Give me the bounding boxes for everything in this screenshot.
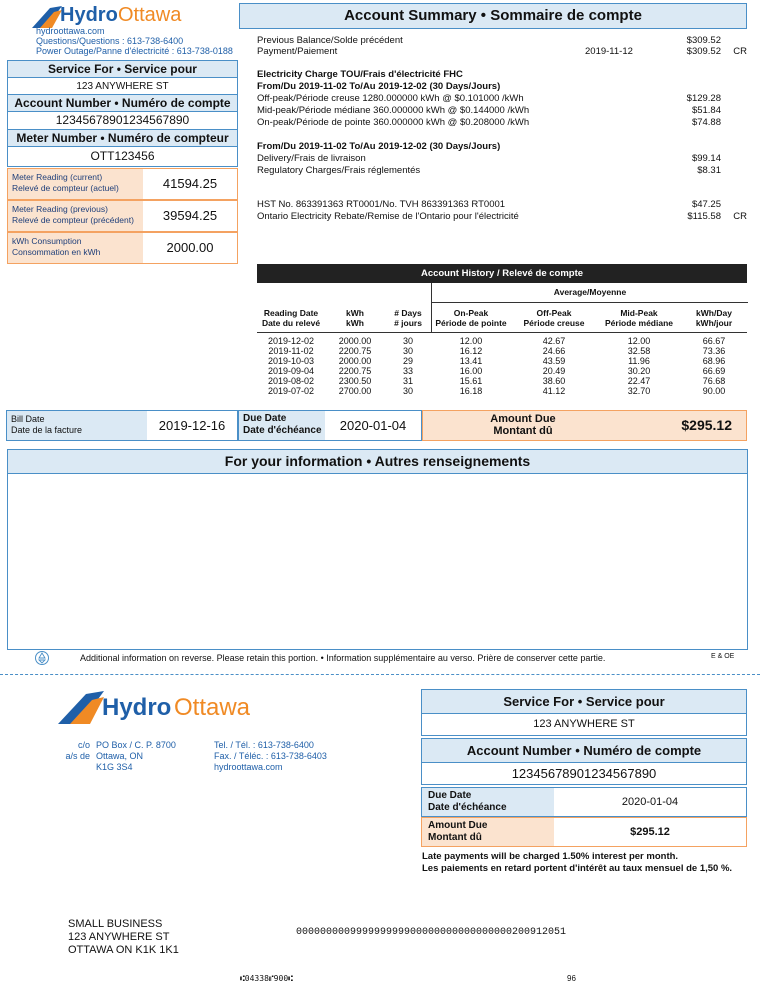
meter-number-label: Meter Number • Numéro de compteur <box>8 130 237 147</box>
col-days-label-fr: # jours <box>394 318 422 328</box>
history-cell-onpeak: 15.61 <box>459 376 483 386</box>
rebate-label: Ontario Electricity Rebate/Remise de l'Ontario pour l'électricité <box>257 211 519 222</box>
hydro-swoosh-icon-large <box>58 688 104 724</box>
history-cell-days: 33 <box>402 366 413 376</box>
bill-date-box <box>6 410 238 441</box>
history-cell-kwh: 2300.50 <box>338 376 372 386</box>
bill-date-label: Bill Date <box>11 414 45 424</box>
recycle-icon <box>34 650 50 666</box>
footer-code: E & OE <box>711 653 735 660</box>
col-kwhday-label-fr: kWh/jour <box>695 318 733 328</box>
meter-current-label-fr: Relevé de compteur (actuel) <box>12 183 119 193</box>
history-cell-kwh-per-day: 76.68 <box>702 376 726 386</box>
meter-current-value: 41594.25 <box>162 176 218 191</box>
due-date-value: 2020-01-04 <box>339 418 407 433</box>
history-cell-offpeak: 38.60 <box>542 376 566 386</box>
delivery-label: Delivery/Frais de livraison <box>257 153 366 164</box>
col-date-label-fr: Date du relevé <box>261 318 321 328</box>
prev-balance-amount: $309.52 <box>686 35 721 46</box>
offpeak-label: Off-peak/Période creuse 1280.000000 kWh @ $0.101000 /kWh <box>257 93 524 104</box>
history-cell-days: 30 <box>402 346 413 356</box>
regulatory-amount: $8.31 <box>697 165 721 176</box>
history-row <box>257 336 747 346</box>
onpeak-amount: $74.88 <box>691 117 721 128</box>
rebate-amount: $115.58 <box>687 211 721 222</box>
stub-logo-ottawa: Ottawa <box>174 694 251 721</box>
hydro-swoosh-icon <box>32 4 62 28</box>
col-kwhday-label: kWh/Day <box>696 308 732 318</box>
stub-service-for-label: Service For • Service pour <box>422 690 746 714</box>
meter-current-label: Meter Reading (current) <box>12 172 103 182</box>
rebate-cr: CR <box>733 211 747 222</box>
history-row <box>257 346 747 356</box>
payment-cr: CR <box>733 46 747 57</box>
stub-due-date-value: 2020-01-04 <box>621 796 679 808</box>
customer-line1: SMALL BUSINESS <box>68 918 163 930</box>
service-for-value: 123 ANYWHERE ST <box>76 81 169 92</box>
history-cell-onpeak: 16.18 <box>459 386 483 396</box>
bill-date-value: 2019-12-16 <box>158 418 226 433</box>
history-cell-onpeak: 13.41 <box>459 356 483 366</box>
meter-number-box <box>7 129 238 167</box>
company-outage: Power Outage/Panne d'électricité : 613-738-0188 <box>36 46 233 56</box>
history-cell-midpeak: 12.00 <box>627 336 651 346</box>
page-code: 96 <box>567 974 576 983</box>
col-midpeak-label-fr: Période médiane <box>604 318 674 328</box>
payment-amount: $309.52 <box>686 46 721 57</box>
onpeak-label: On-peak/Période de pointe 360.000000 kWh @ $0.208000 /kWh <box>257 117 530 128</box>
stub-address-line2: Ottawa, ON <box>96 751 144 761</box>
history-cell-kwh: 2200.75 <box>338 366 372 376</box>
account-history-panel <box>257 264 747 401</box>
customer-address <box>68 918 179 957</box>
meter-previous-value: 39594.25 <box>162 208 218 223</box>
delivery-amount: $99.14 <box>691 153 721 164</box>
amount-due-box <box>422 410 747 441</box>
company-website: hydroottawa.com <box>36 26 105 36</box>
offpeak-amount: $129.28 <box>686 93 721 104</box>
col-onpeak-label: On-Peak <box>453 308 489 318</box>
history-cell-midpeak: 22.47 <box>627 376 651 386</box>
stub-address-label-fr: a/s de <box>65 751 90 761</box>
stub-due-date-box <box>421 787 747 817</box>
account-number-box <box>7 94 238 130</box>
customer-line3: OTTAWA ON K1K 1K1 <box>68 944 179 956</box>
stub-amount-due-label: Amount Due <box>428 820 488 831</box>
history-cell-offpeak: 41.12 <box>542 386 566 396</box>
stub-service-for-value: 123 ANYWHERE ST <box>533 718 635 730</box>
col-offpeak-label: Off-Peak <box>536 308 572 318</box>
history-cell-kwh-per-day: 90.00 <box>702 386 726 396</box>
midpeak-label: Mid-peak/Période médiane 360.000000 kWh @ $0.144000 /kWh <box>257 105 530 116</box>
electricity-heading: Electricity Charge TOU/Frais d'électricité FHC <box>257 69 463 80</box>
history-cell-reading-date: 2019-07-02 <box>267 386 315 396</box>
history-cell-kwh-per-day: 73.36 <box>702 346 726 356</box>
stub-tel: Tel. / Tél. : 613-738-6400 <box>214 740 314 750</box>
history-cell-reading-date: 2019-09-04 <box>267 366 315 376</box>
account-number-label: Account Number • Numéro de compte <box>8 95 237 112</box>
account-number-value: 12345678901234567890 <box>55 113 190 127</box>
history-cell-reading-date: 2019-11-02 <box>268 346 314 356</box>
col-kwh-label-fr: kWh <box>346 318 364 328</box>
stub-address-label: c/o <box>77 740 90 750</box>
scanline: 000000000999999999900000000000000000200912051 <box>296 927 567 938</box>
history-cell-kwh: 2000.00 <box>338 336 372 346</box>
consumption-box <box>7 232 238 264</box>
history-cell-kwh: 2000.00 <box>338 356 372 366</box>
history-cell-midpeak: 32.58 <box>627 346 651 356</box>
consumption-value: 2000.00 <box>166 240 214 255</box>
history-cell-kwh: 2200.75 <box>338 346 372 356</box>
col-date-label: Reading Date <box>263 308 319 318</box>
history-cell-kwh-per-day: 66.69 <box>702 366 726 376</box>
stub-account-label: Account Number • Numéro de compte <box>422 739 746 763</box>
history-cell-offpeak: 24.66 <box>542 346 566 356</box>
company-questions: Questions/Questions : 613-738-6400 <box>36 36 184 46</box>
history-cell-kwh-per-day: 66.67 <box>702 336 726 346</box>
history-row <box>257 386 747 396</box>
stub-amount-due-box <box>421 817 747 847</box>
history-cell-reading-date: 2019-08-02 <box>267 376 315 386</box>
history-cell-offpeak: 43.59 <box>542 356 566 366</box>
prev-balance-label: Previous Balance/Solde précédent <box>257 35 403 46</box>
electricity-period: From/Du 2019-11-02 To/Au 2019-12-02 (30 Days/Jours) <box>257 81 501 92</box>
due-date-box <box>238 410 422 441</box>
history-cell-midpeak: 30.20 <box>627 366 651 376</box>
stub-service-for-box <box>421 689 747 736</box>
history-cell-onpeak: 16.00 <box>459 366 483 376</box>
due-date-label-fr: Date d'échéance <box>243 425 322 436</box>
account-summary-title: Account Summary • Sommaire de compte <box>344 7 642 24</box>
stub-address-line1: PO Box / C. P. 8700 <box>96 740 176 750</box>
meter-previous-label-fr: Relevé de compteur (précédent) <box>12 215 134 225</box>
col-onpeak-label-fr: Période de pointe <box>435 318 507 328</box>
delivery-period: From/Du 2019-11-02 To/Au 2019-12-02 (30 Days/Jours) <box>257 141 501 152</box>
stub-due-date-label-fr: Date d'échéance <box>428 802 507 813</box>
history-cell-kwh: 2700.00 <box>338 386 372 396</box>
col-midpeak-label: Mid-Peak <box>620 308 658 318</box>
history-cell-offpeak: 42.67 <box>542 336 566 346</box>
amount-due-label: Amount Due <box>490 413 556 425</box>
meter-current-box <box>7 168 238 200</box>
history-cell-kwh-per-day: 68.96 <box>702 356 726 366</box>
history-cell-midpeak: 32.70 <box>627 386 651 396</box>
account-history-title: Account History / Relevé de compte <box>257 264 747 283</box>
due-date-label: Due Date <box>243 413 287 424</box>
stub-logo-hydro: Hydro <box>102 694 172 721</box>
meter-number-value: OTT123456 <box>90 149 155 163</box>
late-payment-fr: Les paiements en retard portent d'intérêt au taux mensuel de 1,50 %. <box>422 863 733 874</box>
amount-due-value: $295.12 <box>681 417 732 433</box>
history-cell-onpeak: 16.12 <box>459 346 483 356</box>
stub-logo <box>58 688 278 728</box>
service-for-box <box>7 60 238 96</box>
payment-date: 2019-11-12 <box>585 46 633 57</box>
average-header: Average/Moyenne <box>553 287 627 297</box>
history-cell-offpeak: 20.49 <box>542 366 566 376</box>
history-cell-days: 30 <box>402 336 413 346</box>
history-row <box>257 376 747 386</box>
history-header-table <box>257 308 747 328</box>
customer-line2: 123 ANYWHERE ST <box>68 931 170 943</box>
info-title: For your information • Autres renseignements <box>8 450 747 474</box>
payment-label: Payment/Paiement <box>257 46 338 57</box>
history-table <box>257 336 747 396</box>
account-summary-header <box>239 3 747 29</box>
stub-due-date-label: Due Date <box>428 790 472 801</box>
history-row <box>257 366 747 376</box>
history-cell-onpeak: 12.00 <box>459 336 483 346</box>
history-cell-reading-date: 2019-10-03 <box>267 356 315 366</box>
history-cell-days: 31 <box>402 376 413 386</box>
late-payment-en: Late payments will be charged 1.50% interest per month. <box>422 851 679 862</box>
midpeak-amount: $51.84 <box>691 105 721 116</box>
history-cell-days: 30 <box>402 386 413 396</box>
consumption-label: kWh Consumption <box>12 236 82 246</box>
micr-line: ⑆04338⑈900⑆ <box>240 974 293 983</box>
history-row <box>257 356 747 366</box>
amount-due-label-fr: Montant dû <box>493 425 553 437</box>
stub-account-value: 12345678901234567890 <box>511 766 657 781</box>
stub-amount-due-value: $295.12 <box>630 826 670 838</box>
logo-word-hydro: Hydro <box>60 4 118 26</box>
col-days-label: # Days <box>394 308 422 318</box>
info-panel <box>7 449 748 650</box>
footer-note: Additional information on reverse. Please retain this portion. • Information supplémentaire au verso. Prière de conserver cette partie. <box>80 653 606 663</box>
consumption-label-fr: Consommation en kWh <box>12 247 101 257</box>
service-for-label: Service For • Service pour <box>8 61 237 78</box>
stub-fax: Fax. / Téléc. : 613-738-6403 <box>214 751 327 761</box>
stub-amount-due-label-fr: Montant dû <box>428 832 482 843</box>
meter-previous-box <box>7 200 238 232</box>
tear-line <box>0 674 760 675</box>
bill-date-label-fr: Date de la facture <box>11 425 83 435</box>
account-summary-lines <box>257 35 747 230</box>
hst-amount: $47.25 <box>691 199 721 210</box>
hst-label: HST No. 863391363 RT0001/No. TVH 863391363 RT0001 <box>257 199 506 210</box>
history-cell-midpeak: 11.96 <box>628 356 650 366</box>
history-cell-days: 29 <box>402 356 413 366</box>
regulatory-label: Regulatory Charges/Frais réglementés <box>257 165 421 176</box>
stub-web: hydroottawa.com <box>214 762 283 772</box>
history-cell-reading-date: 2019-12-02 <box>267 336 315 346</box>
stub-account-box <box>421 738 747 785</box>
logo-word-ottawa: Ottawa <box>118 4 182 26</box>
col-offpeak-label-fr: Période creuse <box>523 318 585 328</box>
col-kwh-label: kWh <box>346 308 364 318</box>
meter-previous-label: Meter Reading (previous) <box>12 204 108 214</box>
stub-address-line3: K1G 3S4 <box>96 762 133 772</box>
